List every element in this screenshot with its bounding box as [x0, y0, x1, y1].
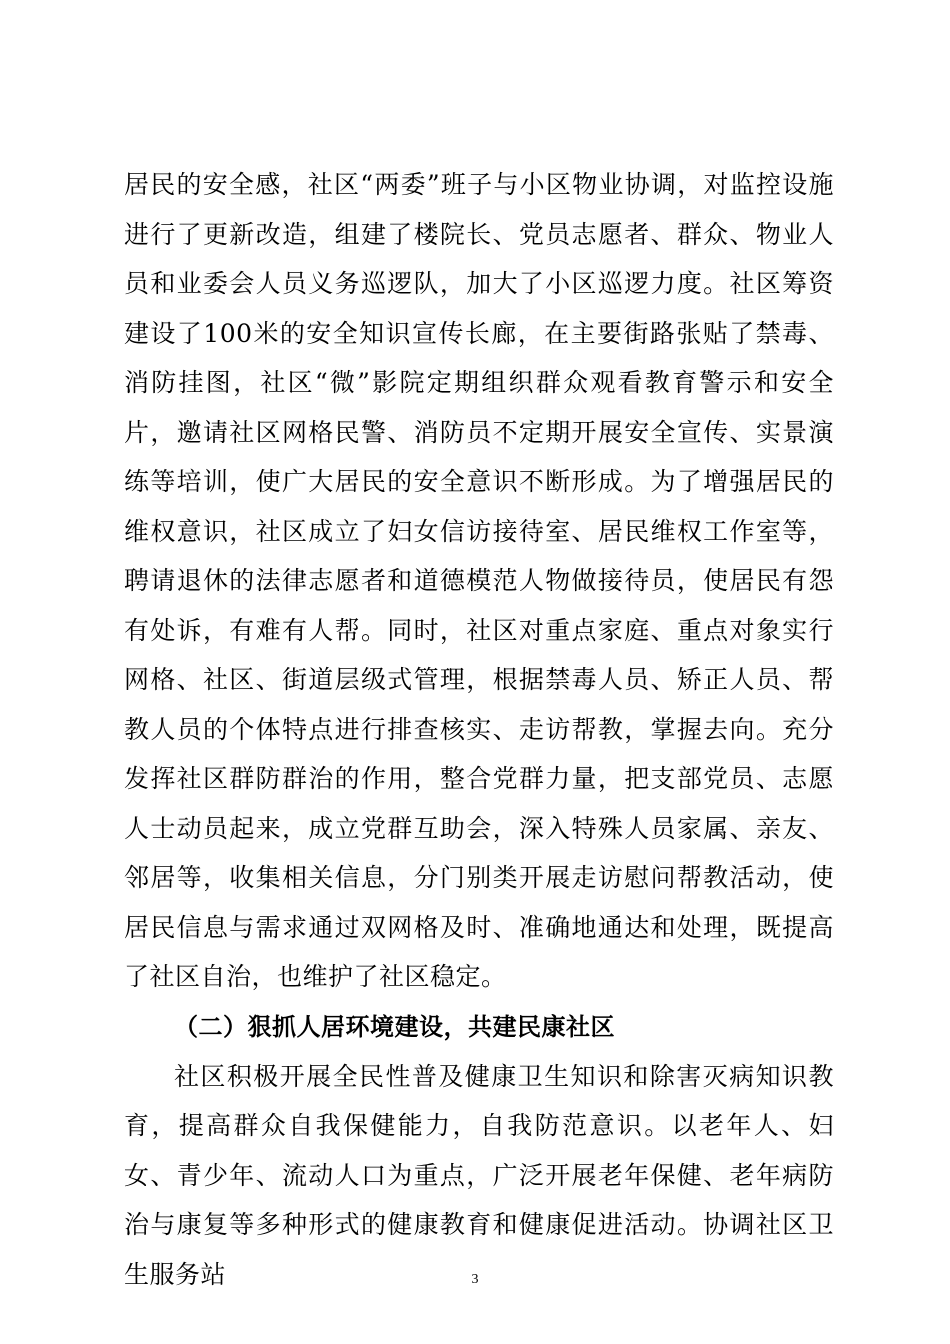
paragraph-public-safety: 居民的安全感，社区“两委”班子与小区物业协调，对监控设施进行了更新改造，组建了楼院长、党员志愿者、群众、物业人员和业委会人员义务巡逻队，加大了小区巡逻力度。社区筹资建设了100米的安全知识宣传长廊，在主要街路张贴了禁毒、消防挂图，社区“微”影院定期组织群众观看教育警示和安全片，邀请社区网格民警、消防员不定期开展安全宣传、实景演练等培训，使广大居民的安全意识不断形成。为了增强居民的维权意识，社区成立了妇女信访接待室、居民维权工作室等，聘请退休的法律志愿者和道德模范人物做接待员，使居民有怨有处诉，有难有人帮。同时，社区对重点家庭、重点对象实行网格、社区、街道层级式管理，根据禁毒人员、矫正人员、帮教人员的个体特点进行排查核实、走访帮教，掌握去向。充分发挥社区群防群治的作用，整合党群力量，把支部党员、志愿人士动员起来，成立党群互助会，深入特殊人员家属、亲友、邻居等，收集相关信息，分门别类开展走访慰问帮教活动，使居民信息与需求通过双网格及时、准确地通达和处理，既提高了社区自治，也维护了社区稳定。 — [124, 170, 834, 991]
page-number: 3 — [471, 1272, 479, 1287]
section-heading: （二）狠抓人居环境建设，共建民康社区 — [174, 1012, 615, 1041]
paragraph-health-education: 社区积极开展全民性普及健康卫生知识和除害灭病知识教育，提高群众自我保健能力，自我防范意识。以老年人、妇女、青少年、流动人口为重点，广泛开展老年保健、老年病防治与康复等多种形式的健康教育和健康促进活动。协调社区卫生服务站 — [124, 1061, 834, 1289]
document-body — [124, 160, 834, 1299]
